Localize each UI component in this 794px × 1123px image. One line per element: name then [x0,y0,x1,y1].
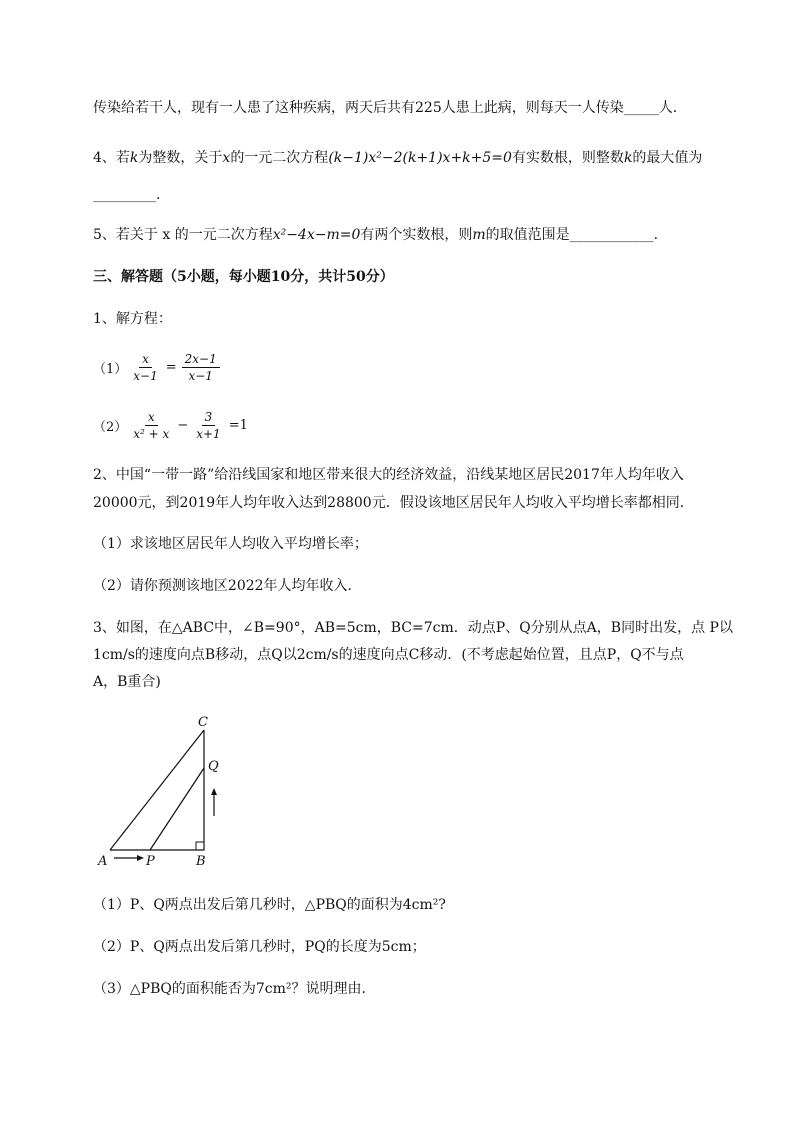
q1-equation-2 [93,410,250,441]
triangle-figure [92,708,242,868]
p5-part1: 5、若关于 x 的一元二次方程 [93,227,273,243]
q3-sub-3: （3）△PBQ的面积能否为7cm²？说明理由． [93,981,376,997]
p4-part4: 有实数根，则整数 [511,150,624,166]
problem-fill-in-3-continued: 传染给若干人，现有一人患了这种疾病，两天后共有225人患上此病，则每天一人传染_____人． [93,100,687,116]
fraction-rhs: $\frac{2x-1}{x-1}$ [182,352,220,383]
p5-part3: 的取值范围是____________. [485,227,659,243]
var-m: m [472,227,486,243]
label-p: P [146,854,155,868]
equals-one: =1 [228,418,248,433]
label-q: Q [208,759,219,774]
p4-part3: 的一元二次方程 [230,150,329,166]
label-a: A [98,854,108,868]
var-k-2: k [623,150,633,166]
var-k: k [129,150,139,166]
q1-heading: 1、解方程： [93,311,172,327]
p4-answer-blank: _________. [93,187,161,203]
section-title: 三、解答题（5小题，每小题10分，共计50分） [93,269,394,285]
arrow-bq-head [211,788,217,795]
p4-part1: 4、若 [93,150,130,166]
q3-sub-1: （1）P、Q两点出发后第几秒时，△PBQ的面积为4cm²? [93,897,446,913]
p4-part5: 的最大值为 [632,150,703,166]
fraction-b: $\frac{3}{x+1}$ [196,410,221,441]
var-x: x [222,150,231,166]
p5-part2: 有两个实数根，则 [360,227,473,243]
minus-sign: − [177,418,189,433]
problem-fill-in-4 [93,148,702,168]
p4-part2: 为整数，关于 [138,150,223,166]
label-c: C [198,715,208,730]
q1-sub2-label: （2） [93,420,128,435]
segment-pq [150,768,204,850]
q3-sub-2: （2）P、Q两点出发后第几秒时，PQ的长度为5cm； [93,939,426,955]
q2-line-2: 20000元，到2019年人均年收入达到28800元．假设该地区居民年人均收入平均增长率都相同． [93,495,694,511]
fraction-a: $\frac{x}{\text{x² + x}}$ [133,410,170,441]
fraction-lhs: $\frac{x}{x-1}$ [133,352,158,383]
q2-sub-2: （2）请你预测该地区2022年人均年收入． [93,578,362,594]
arrow-ap-head [137,855,144,861]
problem-fill-in-5 [93,225,658,245]
p4-equation: (k−1)x²−2(k+1)x+k+5=0 [328,150,512,166]
right-angle-marker [196,842,204,850]
q3-line-3: A，B重合) [93,674,161,690]
equals-sign: = [165,360,177,375]
q2-line-1: 2、中国“一带一路”给沿线国家和地区带来很大的经济效益，沿线某地区居民2017年人均年收入 [93,467,684,483]
q3-line-1: 3、如图，在△ABC中，∠B=90°，AB=5cm，BC=7cm．动点P、Q分别从点A，B同时出发，点 P以 [93,620,733,636]
q2-sub-1: （1）求该地区居民年人均收入平均增长率； [93,536,368,552]
p5-equation: x²−4x−m=0 [272,227,361,243]
q1-sub1-label: （1） [93,362,128,377]
q1-equation-1 [93,352,223,383]
q3-line-2: 1cm/s的速度向点B移动，点Q以2cm/s的速度向点C移动．(不考虑起始位置，且点P，Q不与点 [93,647,684,663]
label-b: B [196,854,206,868]
